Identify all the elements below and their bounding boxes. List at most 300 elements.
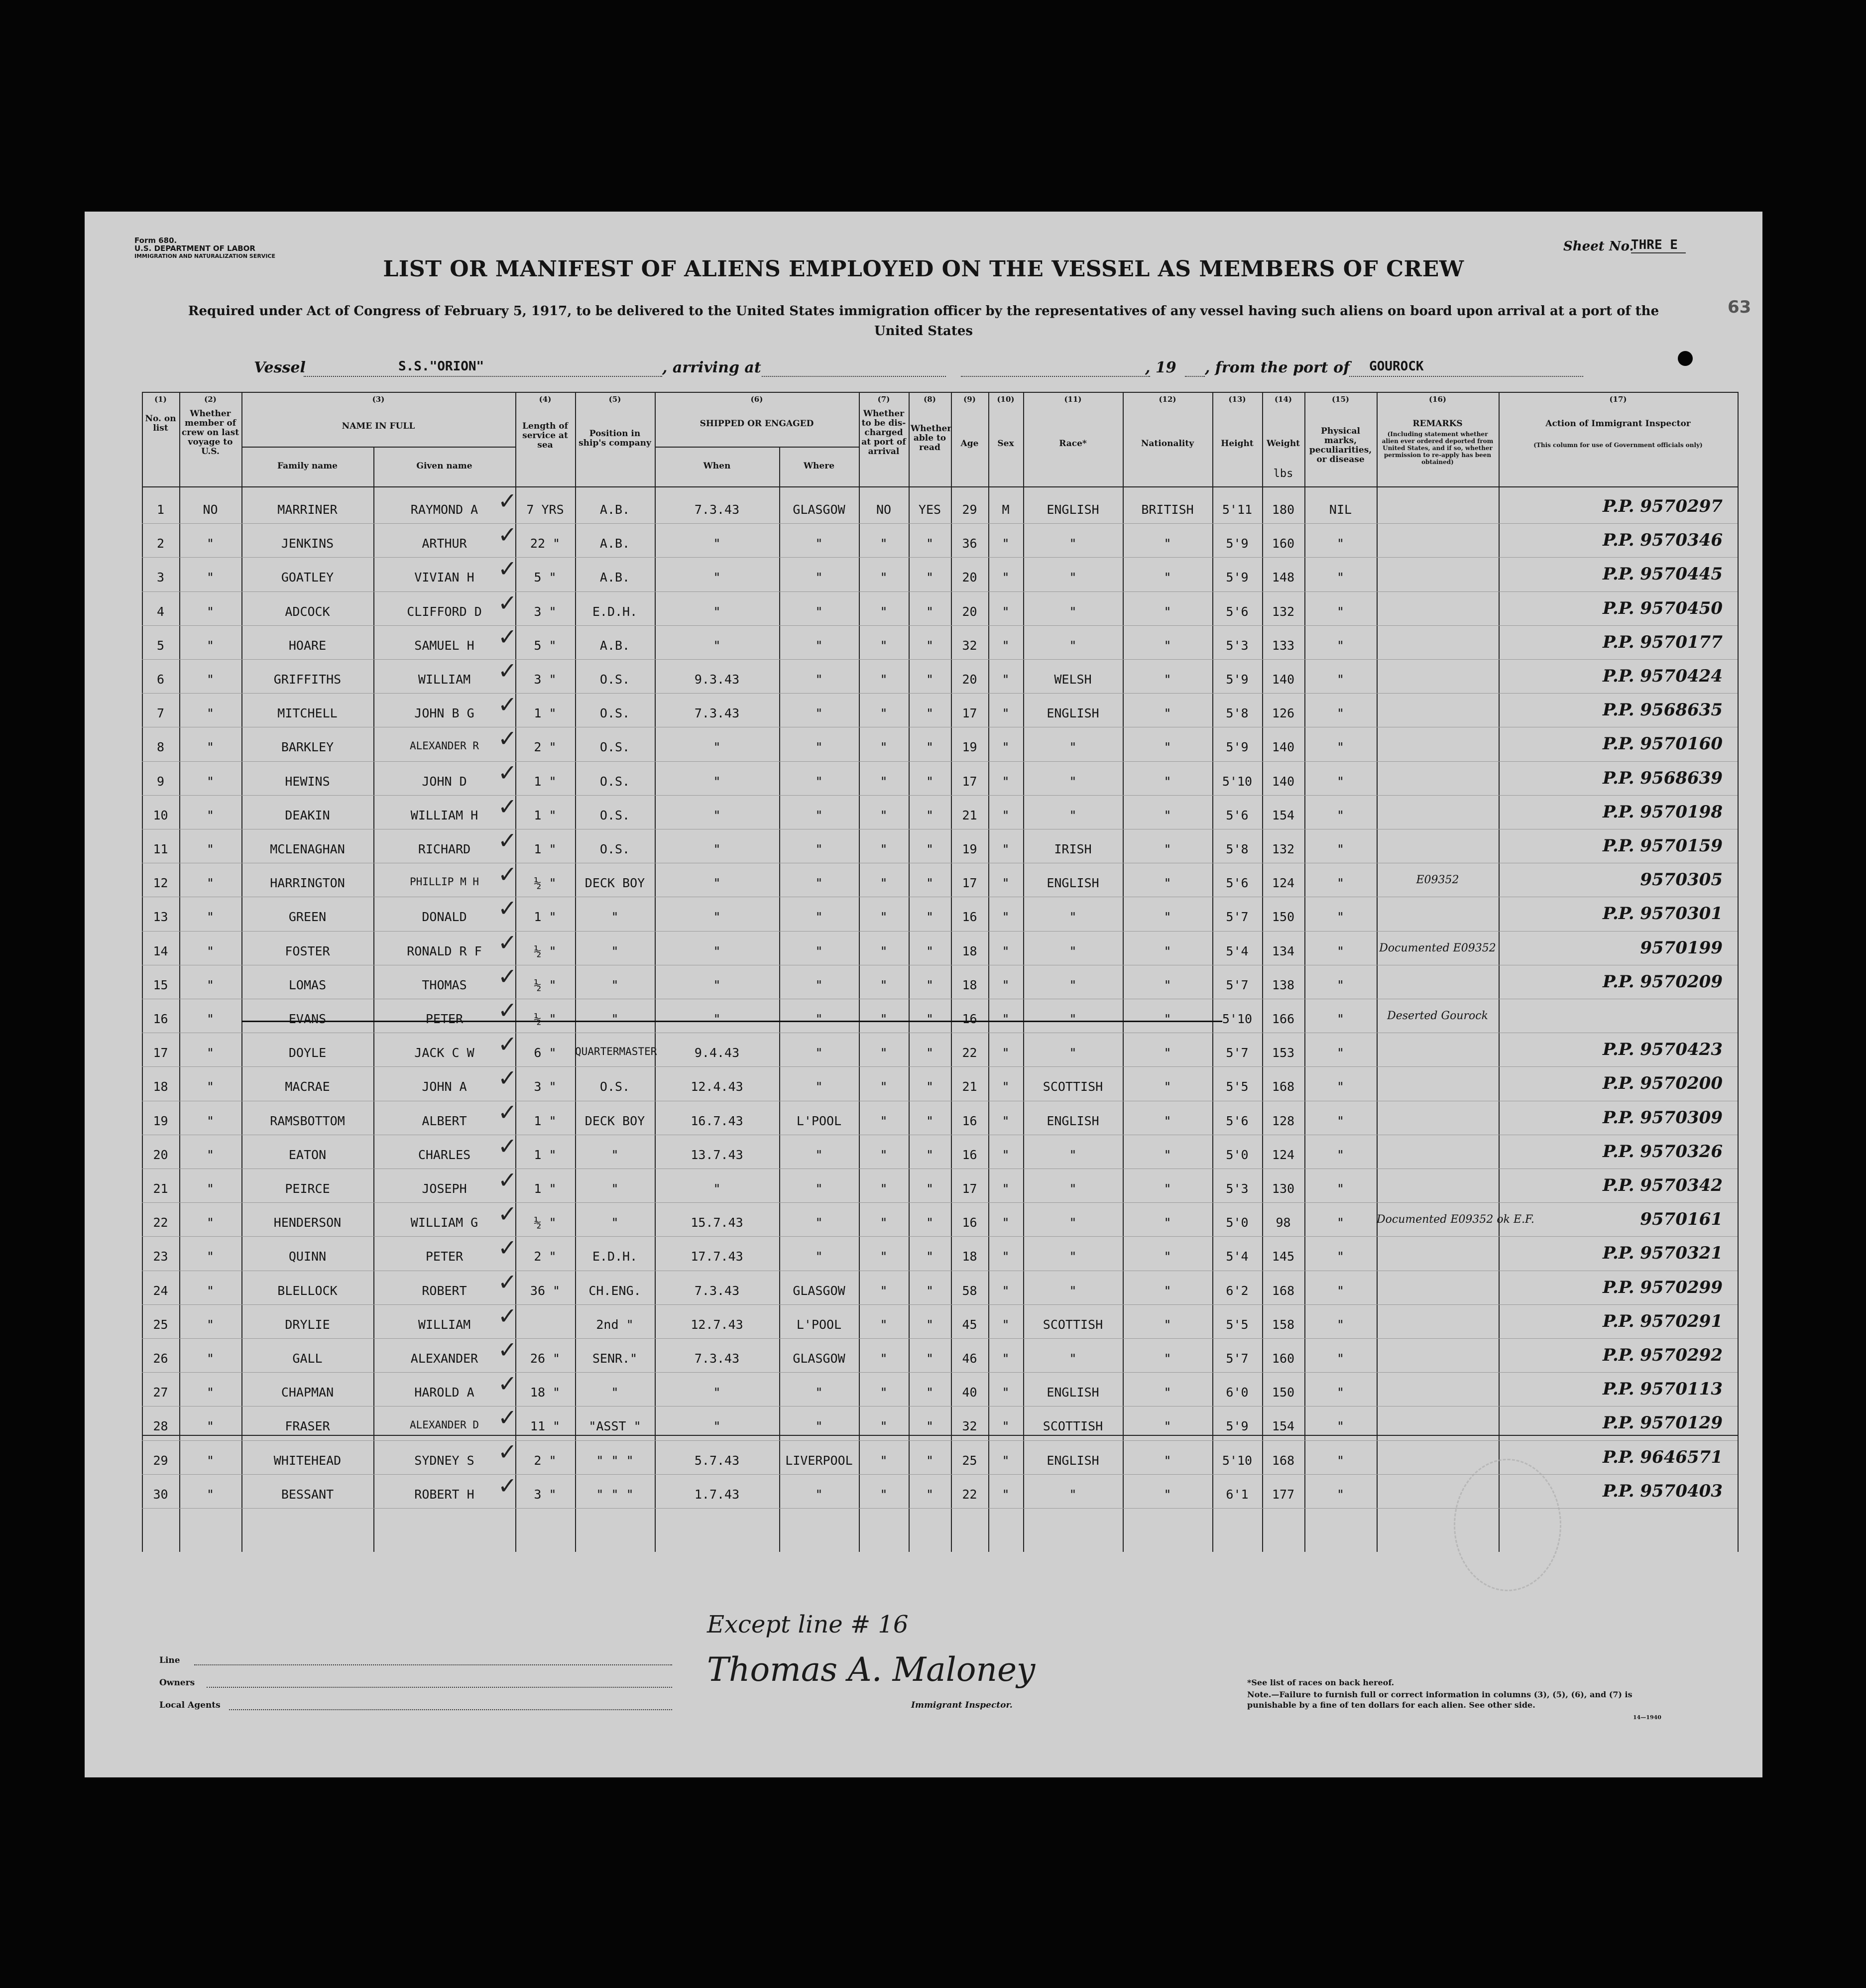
cell-member: " — [206, 1046, 215, 1060]
punch-hole — [1678, 351, 1693, 366]
vessel-label: Vessel — [254, 359, 306, 376]
cell-family: CHAPMAN — [281, 1385, 334, 1400]
cell-service: 1 " — [534, 842, 557, 856]
cell-weight: 140 — [1272, 774, 1295, 789]
check-mark: ✓ — [498, 623, 517, 650]
cell-no: 21 — [153, 1181, 168, 1196]
cell-nat: " — [1164, 1419, 1171, 1434]
cell-member: " — [206, 536, 215, 551]
cell-where: " — [815, 604, 823, 619]
cell-read: " — [926, 1249, 934, 1264]
cell-where: " — [815, 977, 823, 992]
cell-race: " — [1069, 943, 1077, 958]
print-code: 14—1940 — [1633, 1714, 1661, 1721]
cell-family: EVANS — [288, 1012, 327, 1026]
cell-height: 5'5 — [1226, 1079, 1249, 1094]
cell-family: MARRINER — [277, 502, 338, 517]
check-mark: ✓ — [498, 1370, 517, 1398]
cell-read: " — [926, 706, 934, 721]
cell-disch: " — [880, 943, 888, 958]
cell-weight: 166 — [1272, 1012, 1295, 1026]
cell-read: " — [926, 1317, 934, 1332]
cell-given: PETER — [425, 1249, 464, 1264]
cell-read: " — [926, 536, 934, 551]
cell-age: 17 — [962, 1181, 977, 1196]
cell-height: 5'0 — [1226, 1147, 1249, 1162]
cell-height: 6'1 — [1226, 1487, 1249, 1502]
cell-read: " — [926, 1079, 934, 1094]
header-action-sub: (This column for use of Government officials only) — [1533, 442, 1703, 449]
cell-position: " — [611, 910, 619, 925]
header-no-on-list: No. on list — [145, 414, 176, 433]
cell-where: " — [815, 808, 823, 822]
cell-member: " — [206, 1181, 215, 1196]
header-discharged: Whether to be dis-charged at port of arrival — [861, 409, 906, 457]
cell-nat: " — [1164, 808, 1171, 822]
cell-position: " — [611, 1181, 619, 1196]
cell-where: " — [815, 1249, 823, 1264]
check-mark: ✓ — [498, 657, 517, 684]
cell-member: " — [206, 1079, 215, 1094]
cell-member: " — [206, 1385, 215, 1400]
cell-family: HEWINS — [285, 774, 330, 789]
column-number: (6) — [750, 395, 763, 404]
cell-where: GLASGOW — [793, 1283, 845, 1298]
cell-nat: " — [1164, 1046, 1171, 1060]
cell-marks: " — [1336, 808, 1345, 822]
cell-given: WILLIAM — [418, 672, 471, 687]
cell-age: 16 — [962, 1215, 977, 1230]
cell-where: " — [815, 1215, 823, 1230]
cell-disch: " — [880, 1215, 888, 1230]
cell-sex: " — [1002, 672, 1010, 687]
cell-read: " — [926, 1283, 934, 1298]
check-mark: ✓ — [498, 521, 517, 549]
column-number: (15) — [1331, 395, 1350, 404]
column-number: (2) — [204, 395, 217, 404]
cell-age: 20 — [962, 672, 977, 687]
cell-where: L'POOL — [796, 1113, 842, 1128]
cell-service: 3 " — [534, 1487, 557, 1502]
cell-position: " — [611, 1385, 619, 1400]
cell-no: 1 — [156, 502, 165, 517]
cell-read: " — [926, 1046, 934, 1060]
cell-disch: " — [880, 1249, 888, 1264]
cell-given: CHARLES — [418, 1147, 471, 1162]
cell-disch: " — [880, 1181, 888, 1196]
cell-height: 6'2 — [1226, 1283, 1249, 1298]
cell-read: " — [926, 1147, 934, 1162]
cell-where: " — [815, 638, 823, 653]
cell-read: " — [926, 1385, 934, 1400]
cell-age: 29 — [962, 502, 977, 517]
cell-action: P.P. 9570326 — [1603, 1141, 1723, 1162]
cell-sex: " — [1002, 1351, 1010, 1366]
cell-action: P.P. 9570342 — [1603, 1175, 1723, 1195]
check-mark: ✓ — [498, 1268, 517, 1295]
cell-position: A.B. — [599, 570, 630, 585]
cell-member: " — [206, 1351, 215, 1366]
cell-service: 5 " — [534, 570, 557, 585]
cell-family: ADCOCK — [285, 604, 330, 619]
form-number: Form 680. — [134, 236, 177, 245]
cell-when: 1.7.43 — [694, 1487, 740, 1502]
column-number: (14) — [1274, 395, 1292, 404]
cell-marks: " — [1336, 740, 1345, 755]
header-weight-unit: lbs — [1273, 468, 1293, 480]
service-name: IMMIGRATION AND NATURALIZATION SERVICE — [134, 253, 276, 259]
cell-family: DEAKIN — [285, 808, 330, 822]
cell-position: 2nd " — [596, 1317, 634, 1332]
cell-weight: 168 — [1272, 1283, 1295, 1298]
check-mark: ✓ — [498, 589, 517, 616]
cell-position: O.S. — [599, 842, 630, 856]
cell-age: 18 — [962, 1249, 977, 1264]
column-divider — [988, 392, 989, 1552]
cell-race: " — [1069, 638, 1077, 653]
cell-height: 5'7 — [1226, 910, 1249, 925]
cell-sex: " — [1002, 1012, 1010, 1026]
cell-service: 3 " — [534, 672, 557, 687]
cell-read: " — [926, 943, 934, 958]
cell-given: VIVIAN H — [414, 570, 474, 585]
cell-age: 16 — [962, 1012, 977, 1026]
cell-position: O.S. — [599, 774, 630, 789]
cell-family: LOMAS — [288, 977, 327, 992]
cell-when: " — [713, 604, 721, 619]
cell-nat: " — [1164, 1249, 1171, 1264]
cell-action: P.P. 9570423 — [1603, 1040, 1723, 1060]
cell-read: " — [926, 1487, 934, 1502]
cell-age: 18 — [962, 977, 977, 992]
column-number: (5) — [608, 395, 621, 404]
cell-family: MITCHELL — [277, 706, 338, 721]
cell-service: 5 " — [534, 638, 557, 653]
column-divider — [1304, 392, 1305, 1552]
cell-given: ALBERT — [422, 1113, 467, 1128]
cell-height: 5'8 — [1226, 706, 1249, 721]
column-divider — [575, 392, 576, 1552]
cell-weight: 153 — [1272, 1046, 1295, 1060]
header-family-name: Family name — [277, 461, 338, 471]
cell-sex: " — [1002, 977, 1010, 992]
cell-sex: " — [1002, 1283, 1010, 1298]
cell-family: HENDERSON — [273, 1215, 342, 1230]
header-able-read: Whether able to read — [911, 424, 952, 453]
cell-marks: " — [1336, 706, 1345, 721]
cell-action: P.P. 9568639 — [1603, 768, 1723, 788]
cell-read: " — [926, 570, 934, 585]
cell-when: " — [713, 977, 721, 992]
cell-family: GALL — [292, 1351, 323, 1366]
cell-age: 17 — [962, 706, 977, 721]
cell-age: 40 — [962, 1385, 977, 1400]
column-divider — [1738, 392, 1739, 1552]
cell-where: " — [815, 943, 823, 958]
column-number: (9) — [963, 395, 976, 404]
cell-member: " — [206, 672, 215, 687]
check-mark: ✓ — [498, 1064, 517, 1092]
cell-sex: " — [1002, 1079, 1010, 1094]
cell-nat: " — [1164, 1147, 1171, 1162]
manifest-sheet — [85, 212, 1762, 1777]
cell-position: DECK BOY — [584, 1113, 645, 1128]
cell-action: P.P. 9570159 — [1603, 836, 1723, 856]
cell-weight: 154 — [1272, 808, 1295, 822]
cell-race: " — [1069, 570, 1077, 585]
cell-given: JOHN A — [422, 1079, 467, 1094]
cell-family: WHITEHEAD — [273, 1453, 342, 1468]
cell-disch: " — [880, 604, 888, 619]
cell-no: 26 — [153, 1351, 168, 1366]
cell-position: O.S. — [599, 672, 630, 687]
cell-read: " — [926, 842, 934, 856]
cell-marks: " — [1336, 774, 1345, 789]
cell-disch: " — [880, 1012, 888, 1026]
cell-action: P.P. 9570209 — [1603, 971, 1723, 992]
cell-age: 17 — [962, 774, 977, 789]
cell-action: P.P. 9570424 — [1603, 666, 1723, 686]
cell-sex: " — [1002, 1487, 1010, 1502]
cell-nat: " — [1164, 1487, 1171, 1502]
cell-action: 9570199 — [1640, 937, 1723, 958]
cell-weight: 138 — [1272, 977, 1295, 992]
cell-when: " — [713, 876, 721, 891]
cell-family: EATON — [288, 1147, 327, 1162]
cell-service: 22 " — [530, 536, 561, 551]
column-number: (4) — [539, 395, 552, 404]
cell-height: 5'6 — [1226, 604, 1249, 619]
row-line — [142, 1372, 1738, 1373]
row-line — [142, 1440, 1738, 1441]
column-divider — [1023, 392, 1024, 1552]
cell-family: MACRAE — [285, 1079, 330, 1094]
cell-disch: " — [880, 1419, 888, 1434]
cell-weight: 154 — [1272, 1419, 1295, 1434]
cell-nat: " — [1164, 876, 1171, 891]
cell-given: ARTHUR — [422, 536, 467, 551]
cell-marks: " — [1336, 1317, 1345, 1332]
cell-given: JOHN B G — [414, 706, 474, 721]
cell-service: 7 YRS — [526, 502, 564, 517]
row-line — [142, 523, 1738, 524]
cell-member: " — [206, 1215, 215, 1230]
document-title: LIST OR MANIFEST OF ALIENS EMPLOYED ON THE VESSEL AS MEMBERS OF CREW — [383, 256, 1464, 282]
cell-action: P.P. 9570309 — [1603, 1107, 1723, 1128]
cell-weight: 133 — [1272, 638, 1295, 653]
check-mark: ✓ — [498, 1031, 517, 1058]
cell-member: " — [206, 1012, 215, 1026]
check-mark: ✓ — [498, 1336, 517, 1363]
cell-no: 16 — [153, 1012, 168, 1026]
races-note: *See list of races on back hereof. — [1247, 1678, 1395, 1687]
cell-weight: 168 — [1272, 1079, 1295, 1094]
cell-height: 5'9 — [1226, 740, 1249, 755]
cell-position: " — [611, 1215, 619, 1230]
cell-no: 27 — [153, 1385, 168, 1400]
cell-given: DONALD — [422, 910, 467, 925]
header-whether-member: Whether member of crew on last voyage to U.S. — [181, 409, 239, 457]
cell-position: O.S. — [599, 1079, 630, 1094]
cell-weight: 160 — [1272, 536, 1295, 551]
port-value: GOUROCK — [1369, 359, 1424, 374]
cell-no: 14 — [153, 943, 168, 958]
cell-race: " — [1069, 1215, 1077, 1230]
cell-race: ENGLISH — [1047, 876, 1099, 891]
cell-member: " — [206, 570, 215, 585]
cell-position: DECK BOY — [584, 876, 645, 891]
cell-member: " — [206, 1283, 215, 1298]
cell-remarks: Documented E09352 — [1379, 941, 1496, 954]
cell-race: " — [1069, 1487, 1077, 1502]
cell-family: MCLENAGHAN — [270, 842, 345, 856]
cell-height: 5'4 — [1226, 943, 1249, 958]
cell-no: 8 — [156, 740, 165, 755]
cell-height: 5'10 — [1222, 1012, 1253, 1026]
cell-nat: " — [1164, 604, 1171, 619]
header-where: Where — [803, 461, 835, 471]
header-race: Race* — [1059, 439, 1087, 449]
cell-given: ALEXANDER D — [409, 1419, 479, 1431]
cell-nat: " — [1164, 1215, 1171, 1230]
cell-sex: " — [1002, 1453, 1010, 1468]
check-mark: ✓ — [498, 1302, 517, 1329]
cell-sex: " — [1002, 910, 1010, 925]
column-divider — [179, 392, 180, 1552]
column-divider — [859, 392, 860, 1552]
cell-position: E.D.H. — [592, 604, 638, 619]
cell-family: BLELLOCK — [277, 1283, 338, 1298]
check-mark: ✓ — [498, 929, 517, 956]
cell-disch: " — [880, 1385, 888, 1400]
cell-action: P.P. 9570299 — [1603, 1277, 1723, 1297]
cell-sex: " — [1002, 638, 1010, 653]
check-mark: ✓ — [498, 555, 517, 583]
cell-member: " — [206, 604, 215, 619]
cell-service: ½ " — [534, 943, 557, 958]
check-mark: ✓ — [498, 487, 517, 514]
check-mark: ✓ — [498, 1472, 517, 1499]
vessel-value: S.S."ORION" — [398, 359, 484, 374]
line-label: Line — [159, 1655, 180, 1665]
cell-height: 5'9 — [1226, 672, 1249, 687]
cell-member: " — [206, 706, 215, 721]
cell-height: 5'6 — [1226, 808, 1249, 822]
check-mark: ✓ — [498, 1234, 517, 1262]
cell-read: " — [926, 1351, 934, 1366]
cell-where: " — [815, 740, 823, 755]
cell-height: 5'9 — [1226, 536, 1249, 551]
cell-where: " — [815, 1419, 823, 1434]
cell-nat: " — [1164, 1079, 1171, 1094]
cell-race: SCOTTISH — [1043, 1419, 1103, 1434]
cell-read: " — [926, 1181, 934, 1196]
cell-marks: " — [1336, 604, 1345, 619]
cell-marks: " — [1336, 1181, 1345, 1196]
cell-action: P.P. 9646571 — [1603, 1447, 1723, 1467]
cell-action: P.P. 9570129 — [1603, 1413, 1723, 1433]
column-divider — [1212, 392, 1213, 1552]
cell-disch: NO — [876, 502, 892, 517]
cell-disch: " — [880, 910, 888, 925]
cell-service: 36 " — [530, 1283, 561, 1298]
cell-disch: " — [880, 842, 888, 856]
cell-sex: " — [1002, 1147, 1010, 1162]
cell-height: 5'0 — [1226, 1215, 1249, 1230]
cell-when: 9.4.43 — [694, 1046, 740, 1060]
cell-height: 5'7 — [1226, 1046, 1249, 1060]
cell-marks: " — [1336, 1351, 1345, 1366]
cell-given: CLIFFORD D — [407, 604, 482, 619]
header-position: Position in ship's company — [579, 429, 651, 448]
column-number: (3) — [372, 395, 385, 404]
cell-where: L'POOL — [796, 1317, 842, 1332]
cell-sex: " — [1002, 536, 1010, 551]
cell-age: 22 — [962, 1487, 977, 1502]
cell-sex: " — [1002, 876, 1010, 891]
cell-family: FRASER — [285, 1419, 330, 1434]
cell-weight: 132 — [1272, 842, 1295, 856]
cell-action: P.P. 9570198 — [1603, 802, 1723, 822]
cell-given: HAROLD A — [414, 1385, 474, 1400]
cell-weight: 124 — [1272, 876, 1295, 891]
cell-sex: " — [1002, 1046, 1010, 1060]
cell-height: 5'9 — [1226, 1419, 1249, 1434]
cell-disch: " — [880, 1147, 888, 1162]
cell-service: 11 " — [530, 1419, 561, 1434]
cell-when: 17.7.43 — [691, 1249, 743, 1264]
cell-nat: " — [1164, 910, 1171, 925]
header-length-service: Length of service at sea — [522, 421, 568, 450]
cell-position: " " " — [596, 1453, 634, 1468]
header-given-name: Given name — [416, 461, 472, 471]
cell-where: " — [815, 1181, 823, 1196]
department-name: U.S. DEPARTMENT OF LABOR — [134, 244, 255, 253]
cell-sex: " — [1002, 1215, 1010, 1230]
cell-disch: " — [880, 638, 888, 653]
row-line — [142, 693, 1738, 694]
header-sex: Sex — [997, 439, 1014, 449]
cell-height: 5'10 — [1222, 1453, 1253, 1468]
cell-where: GLASGOW — [793, 1351, 845, 1366]
row-line — [142, 1338, 1738, 1339]
port-label: , from the port of — [1205, 359, 1350, 376]
column-divider — [241, 392, 242, 1552]
header-action: Action of Immigrant Inspector — [1545, 419, 1691, 429]
cell-height: 5'6 — [1226, 1113, 1249, 1128]
cell-member: " — [206, 638, 215, 653]
check-mark: ✓ — [498, 793, 517, 820]
cell-where: " — [815, 706, 823, 721]
cell-age: 20 — [962, 570, 977, 585]
cell-age: 22 — [962, 1046, 977, 1060]
cell-given: SYDNEY S — [414, 1453, 474, 1468]
cell-read: " — [926, 1215, 934, 1230]
cell-sex: " — [1002, 1317, 1010, 1332]
cell-age: 58 — [962, 1283, 977, 1298]
cell-given: WILLIAM H — [410, 808, 478, 822]
cell-member: " — [206, 977, 215, 992]
cell-no: 25 — [153, 1317, 168, 1332]
sheet-number-label: Sheet No. — [1563, 239, 1634, 254]
cell-height: 5'3 — [1226, 638, 1249, 653]
cell-no: 29 — [153, 1453, 168, 1468]
cell-no: 20 — [153, 1147, 168, 1162]
cell-when: " — [713, 1012, 721, 1026]
cell-when: 7.3.43 — [694, 1351, 740, 1366]
cell-nat: " — [1164, 1113, 1171, 1128]
cell-disch: " — [880, 808, 888, 822]
